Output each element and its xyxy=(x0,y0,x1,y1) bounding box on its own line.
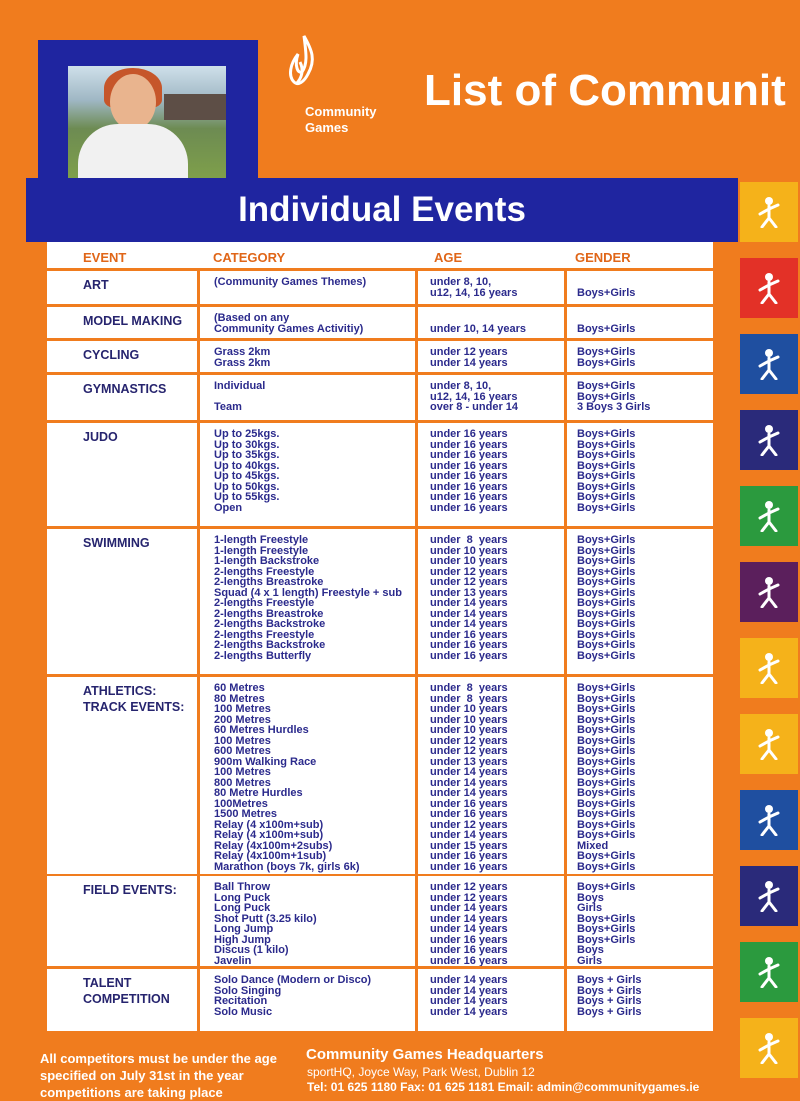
cell-gender: Boys + Girls Boys + Girls Boys + Girls Boys + Girls xyxy=(577,974,642,1018)
cell-gender: Boys+Girls Boys+Girls Boys+Girls Boys+Girls Boys+Girls Boys+Girls Boys+Girls Boys+Girls xyxy=(577,428,636,514)
basketball-icon xyxy=(740,258,798,318)
cell-category: Grass 2km Grass 2km xyxy=(214,346,271,369)
cell-event: ART xyxy=(83,278,109,292)
sport-figure-icon xyxy=(756,196,782,228)
football-icon xyxy=(740,638,798,698)
cell-event: GYMNASTICS xyxy=(83,382,167,396)
cell-event: MODEL MAKING xyxy=(83,314,183,328)
cell-event: FIELD EVENTS: xyxy=(83,883,177,897)
cell-age: under 8, 10, u12, 14, 16 years xyxy=(430,276,518,299)
table-row xyxy=(47,674,713,877)
cell-event: JUDO xyxy=(83,430,118,444)
sport-figure-icon xyxy=(756,348,782,380)
sport-figure-icon xyxy=(756,652,782,684)
cell-category: (Based on any Community Games Activitiy) xyxy=(214,312,364,335)
cell-gender: Boys+Girls Boys Girls Boys+Girls Boys+Girls Boys+Girls Boys Girls xyxy=(577,881,636,967)
gymnastics-icon xyxy=(740,562,798,622)
cell-category: (Community Games Themes) xyxy=(214,276,367,288)
footer-note: All competitors must be under the age specified on July 31st in the year competitions are taking place xyxy=(40,1051,277,1100)
hq-contact: Tel: 01 625 1180 Fax: 01 625 1181 Email: admin@communitygames.ie xyxy=(307,1080,700,1094)
cell-event: TALENT COMPETITION xyxy=(83,976,170,1006)
sport-figure-icon xyxy=(756,1032,782,1064)
cell-gender: Boys+Girls Boys+Girls Boys+Girls Boys+Girls Boys+Girls Boys+Girls Boys+Girls Boys+Girls Boys+Girls Boys+Girls Boys+Girls Boys+Girls xyxy=(577,534,636,662)
sport-figure-icon xyxy=(756,956,782,988)
cell-category: Ball Throw Long Puck Long Puck Shot Putt (3.25 kilo) Long Jump High Jump Discus (1 kilo) Javelin xyxy=(214,881,317,967)
logo-text-line1: Community xyxy=(305,104,377,119)
cell-category: Individual Team xyxy=(214,380,266,413)
cycling-icon xyxy=(740,334,798,394)
cell-gender: Boys+Girls Boys+Girls 3 Boys 3 Girls xyxy=(577,380,651,413)
cell-age: under 8 years under 10 years under 10 years under 12 years under 12 years under 13 years under 14 years under 14 years under 14 years under 16 years under 16 years under 16 years xyxy=(430,534,508,662)
sport-figure-icon xyxy=(756,728,782,760)
cell-age: under 10, 14 years xyxy=(430,322,527,335)
girl-photo xyxy=(68,66,226,180)
logo-text xyxy=(305,104,377,136)
bowling-icon xyxy=(740,942,798,1002)
table-row xyxy=(47,874,713,968)
table-row xyxy=(47,526,713,677)
cell-gender: Boys+Girls Boys+Girls xyxy=(577,346,636,369)
sport-figure-icon xyxy=(756,500,782,532)
cell-event: CYCLING xyxy=(83,348,140,362)
column-header-gender: GENDER xyxy=(575,250,631,265)
cell-age: under 12 years under 12 years under 14 years under 14 years under 14 years under 16 years under 16 years under 16 years xyxy=(430,881,508,967)
column-header-age: AGE xyxy=(434,250,463,265)
logo-text-line2: Games xyxy=(305,120,349,135)
cell-age: under 8, 10, u12, 14, 16 years over 8 - under 14 xyxy=(430,380,519,413)
cell-age: under 8 years under 8 years under 10 years under 10 years under 10 years under 12 years under 12 years under 13 years under 14 years under 14 years under 14 years under 16 years under 16 years under 12 years under 14 years under 15 years under 16 years under 16 years xyxy=(430,682,508,873)
flame-logo-icon xyxy=(282,34,322,106)
swimming-icon xyxy=(740,486,798,546)
cell-gender: Boys+Girls Boys+Girls Boys+Girls Boys+Girls Boys+Girls Boys+Girls Boys+Girls Boys+Girls Boys+Girls Boys+Girls Boys+Girls Boys+Girls Boys+Girls Boys+Girls Boys+Girls Mixed Boys+Girls Boys+Girls xyxy=(577,682,636,873)
cell-category: Up to 25kgs. Up to 30kgs. Up to 35kgs. Up to 40kgs. Up to 45kgs. Up to 50kgs. Up to 55kgs. Open xyxy=(214,428,280,514)
events-table xyxy=(47,242,713,1031)
art-icon xyxy=(740,866,798,926)
chess-icon xyxy=(740,410,798,470)
table-row xyxy=(47,304,713,341)
column-divider xyxy=(415,268,418,1031)
sport-figure-icon xyxy=(756,880,782,912)
sport-figure-icon xyxy=(756,424,782,456)
cell-event: SWIMMING xyxy=(83,536,150,550)
column-header-event: EVENT xyxy=(83,250,127,265)
hurling-icon xyxy=(740,790,798,850)
cell-event: ATHLETICS: TRACK EVENTS: xyxy=(83,684,185,714)
cell-age: under 14 years under 14 years under 14 years under 14 years xyxy=(430,974,508,1018)
table-tennis-icon xyxy=(740,182,798,242)
cell-category: 1-length Freestyle 1-length Freestyle 1-length Backstroke 2-lengths Freestyle 2-lengths Breastroke Squad (4 x 1 length) Freestyle + sub 2-lengths Freestyle 2-lengths Breastroke 2-lengths Backstroke 2-lengths Freestyle 2-lengths Backstroke 2-lengths Butterfly xyxy=(214,534,402,662)
cell-category: Solo Dance (Modern or Disco) Solo Singing Recitation Solo Music xyxy=(214,974,372,1018)
column-divider xyxy=(197,268,200,1031)
sport-figure-icon xyxy=(756,804,782,836)
cell-gender: Boys+Girls xyxy=(577,322,636,335)
table-row xyxy=(47,372,713,423)
column-header-category: CATEGORY xyxy=(213,250,286,265)
cell-age: under 12 years under 14 years xyxy=(430,346,508,369)
cell-category: 60 Metres 80 Metres 100 Metres 200 Metres 60 Metres Hurdles 100 Metres 600 Metres 900m Walking Race 100 Metres 800 Metres 80 Metre Hurdles 100Metres 1500 Metres Relay (4 x100m+sub) Relay (4 x100m+sub) Relay (4x100m+2subs) Relay (4x100m+1sub) Marathon (boys 7k, girls 6k) xyxy=(214,682,360,873)
cell-age: under 16 years under 16 years under 16 years under 16 years under 16 years under 16 years under 16 years under 16 years xyxy=(430,428,508,514)
table-row xyxy=(47,420,713,529)
table-row xyxy=(47,268,713,307)
cell-gender: Boys+Girls xyxy=(577,286,636,299)
banner-title: Individual Events xyxy=(238,190,526,229)
netball-icon xyxy=(740,714,798,774)
hq-title: Community Games Headquarters xyxy=(306,1046,544,1063)
page-title: List of Communit xyxy=(424,66,786,115)
column-divider xyxy=(564,268,567,1031)
hockey-icon xyxy=(740,1018,798,1078)
hq-address: sportHQ, Joyce Way, Park West, Dublin 12 xyxy=(307,1065,535,1079)
table-row xyxy=(47,338,713,375)
sport-figure-icon xyxy=(756,272,782,304)
table-row xyxy=(47,966,713,1034)
sport-figure-icon xyxy=(756,576,782,608)
banner xyxy=(26,178,738,242)
